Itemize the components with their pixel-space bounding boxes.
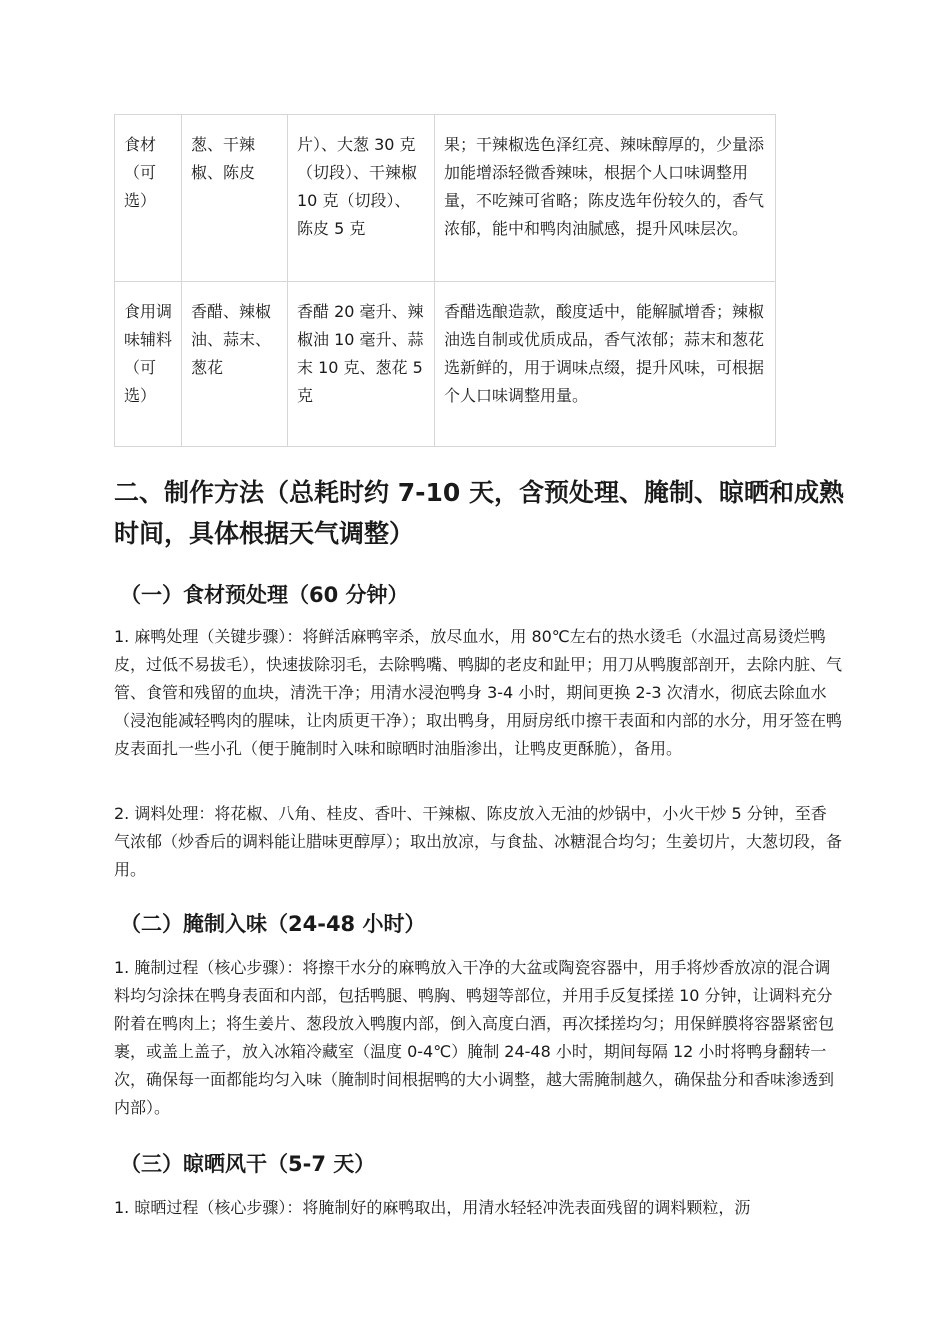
table-cell-items: 香醋、辣椒油、蒜末、葱花 bbox=[182, 282, 288, 447]
table-cell-amount: 片）、大葱 30 克（切段）、干辣椒 10 克（切段）、陈皮 5 克 bbox=[288, 115, 435, 282]
table-cell-category: 食用调味辅料（可选） bbox=[115, 282, 182, 447]
subsection-heading-marinate: （二）腌制入味（24-48 小时） bbox=[120, 912, 426, 936]
paragraph-seasoning-processing: 2. 调料处理：将花椒、八角、桂皮、香叶、干辣椒、陈皮放入无油的炒锅中，小火干炒 5 分钟，至香气浓郁（炒香后的调料能让腊味更醇厚）；取出放凉，与食盐、冰糖混合均匀；生姜切片，大葱切段，备用。 bbox=[114, 804, 843, 879]
subsection-heading-preprocess: （一）食材预处理（60 分钟） bbox=[120, 583, 409, 607]
paragraph-duck-processing: 1. 麻鸭处理（关键步骤）：将鲜活麻鸭宰杀，放尽血水，用 80℃左右的热水烫毛（水温过高易烫烂鸭皮，过低不易拔毛），快速拔除羽毛，去除鸭嘴、鸭脚的老皮和趾甲；用刀从鸭腹部剖开，去除内脏、气管、食管和残留的血块，清洗干净；用清水浸泡鸭身 3-4 小时，期间更换 2-3 次清水，彻底去除血水（浸泡能减轻鸭肉的腥味，让肉质更干净）；取出鸭身，用厨房纸巾擦干表面和内部的水分，用牙签在鸭皮表面扎一些小孔（便于腌制时入味和晾晒时油脂渗出，让鸭皮更酥脆），备用。 bbox=[114, 627, 843, 758]
table-cell-category: 食材（可选） bbox=[115, 115, 182, 282]
ingredients-table bbox=[114, 114, 776, 447]
table-cell-amount: 香醋 20 毫升、辣椒油 10 毫升、蒜末 10 克、葱花 5 克 bbox=[288, 282, 435, 447]
table-cell-note: 果；干辣椒选色泽红亮、辣味醇厚的，少量添加能增添轻微香辣味，根据个人口味调整用量，不吃辣可省略；陈皮选年份较久的，香气浓郁，能中和鸭肉油腻感，提升风味层次。 bbox=[435, 115, 776, 282]
paragraph-drying: 1. 晾晒过程（核心步骤）：将腌制好的麻鸭取出，用清水轻轻冲洗表面残留的调料颗粒，沥 bbox=[114, 1198, 751, 1217]
table-row bbox=[115, 115, 776, 282]
table-cell-note: 香醋选酿造款，酸度适中，能解腻增香；辣椒油选自制或优质成品，香气浓郁；蒜末和葱花选新鲜的，用于调味点缀，提升风味，可根据个人口味调整用量。 bbox=[435, 282, 776, 447]
paragraph-marinating: 1. 腌制过程（核心步骤）：将擦干水分的麻鸭放入干净的大盆或陶瓷容器中，用手将炒香放凉的混合调料均匀涂抹在鸭身表面和内部，包括鸭腿、鸭胸、鸭翅等部位，并用手反复揉搓 10 分钟，让调料充分附着在鸭肉上；将生姜片、葱段放入鸭腹内部，倒入高度白酒，再次揉搓均匀；用保鲜膜将容器紧密包裹，或盖上盖子，放入冰箱冷藏室（温度 0-4℃）腌制 24-48 小时，期间每隔 12 小时将鸭身翻转一次，确保每一面都能均匀入味（腌制时间根据鸭的大小调整，越大需腌制越久，确保盐分和香味渗透到内部）。 bbox=[114, 958, 835, 1117]
table-cell-items: 葱、干辣椒、陈皮 bbox=[182, 115, 288, 282]
subsection-heading-drying: （三）晾晒风干（5-7 天） bbox=[120, 1152, 376, 1176]
table-row bbox=[115, 282, 776, 447]
section-heading-method: 二、制作方法（总耗时约 7-10 天，含预处理、腌制、晾晒和成熟时间，具体根据天气调整） bbox=[114, 478, 844, 548]
